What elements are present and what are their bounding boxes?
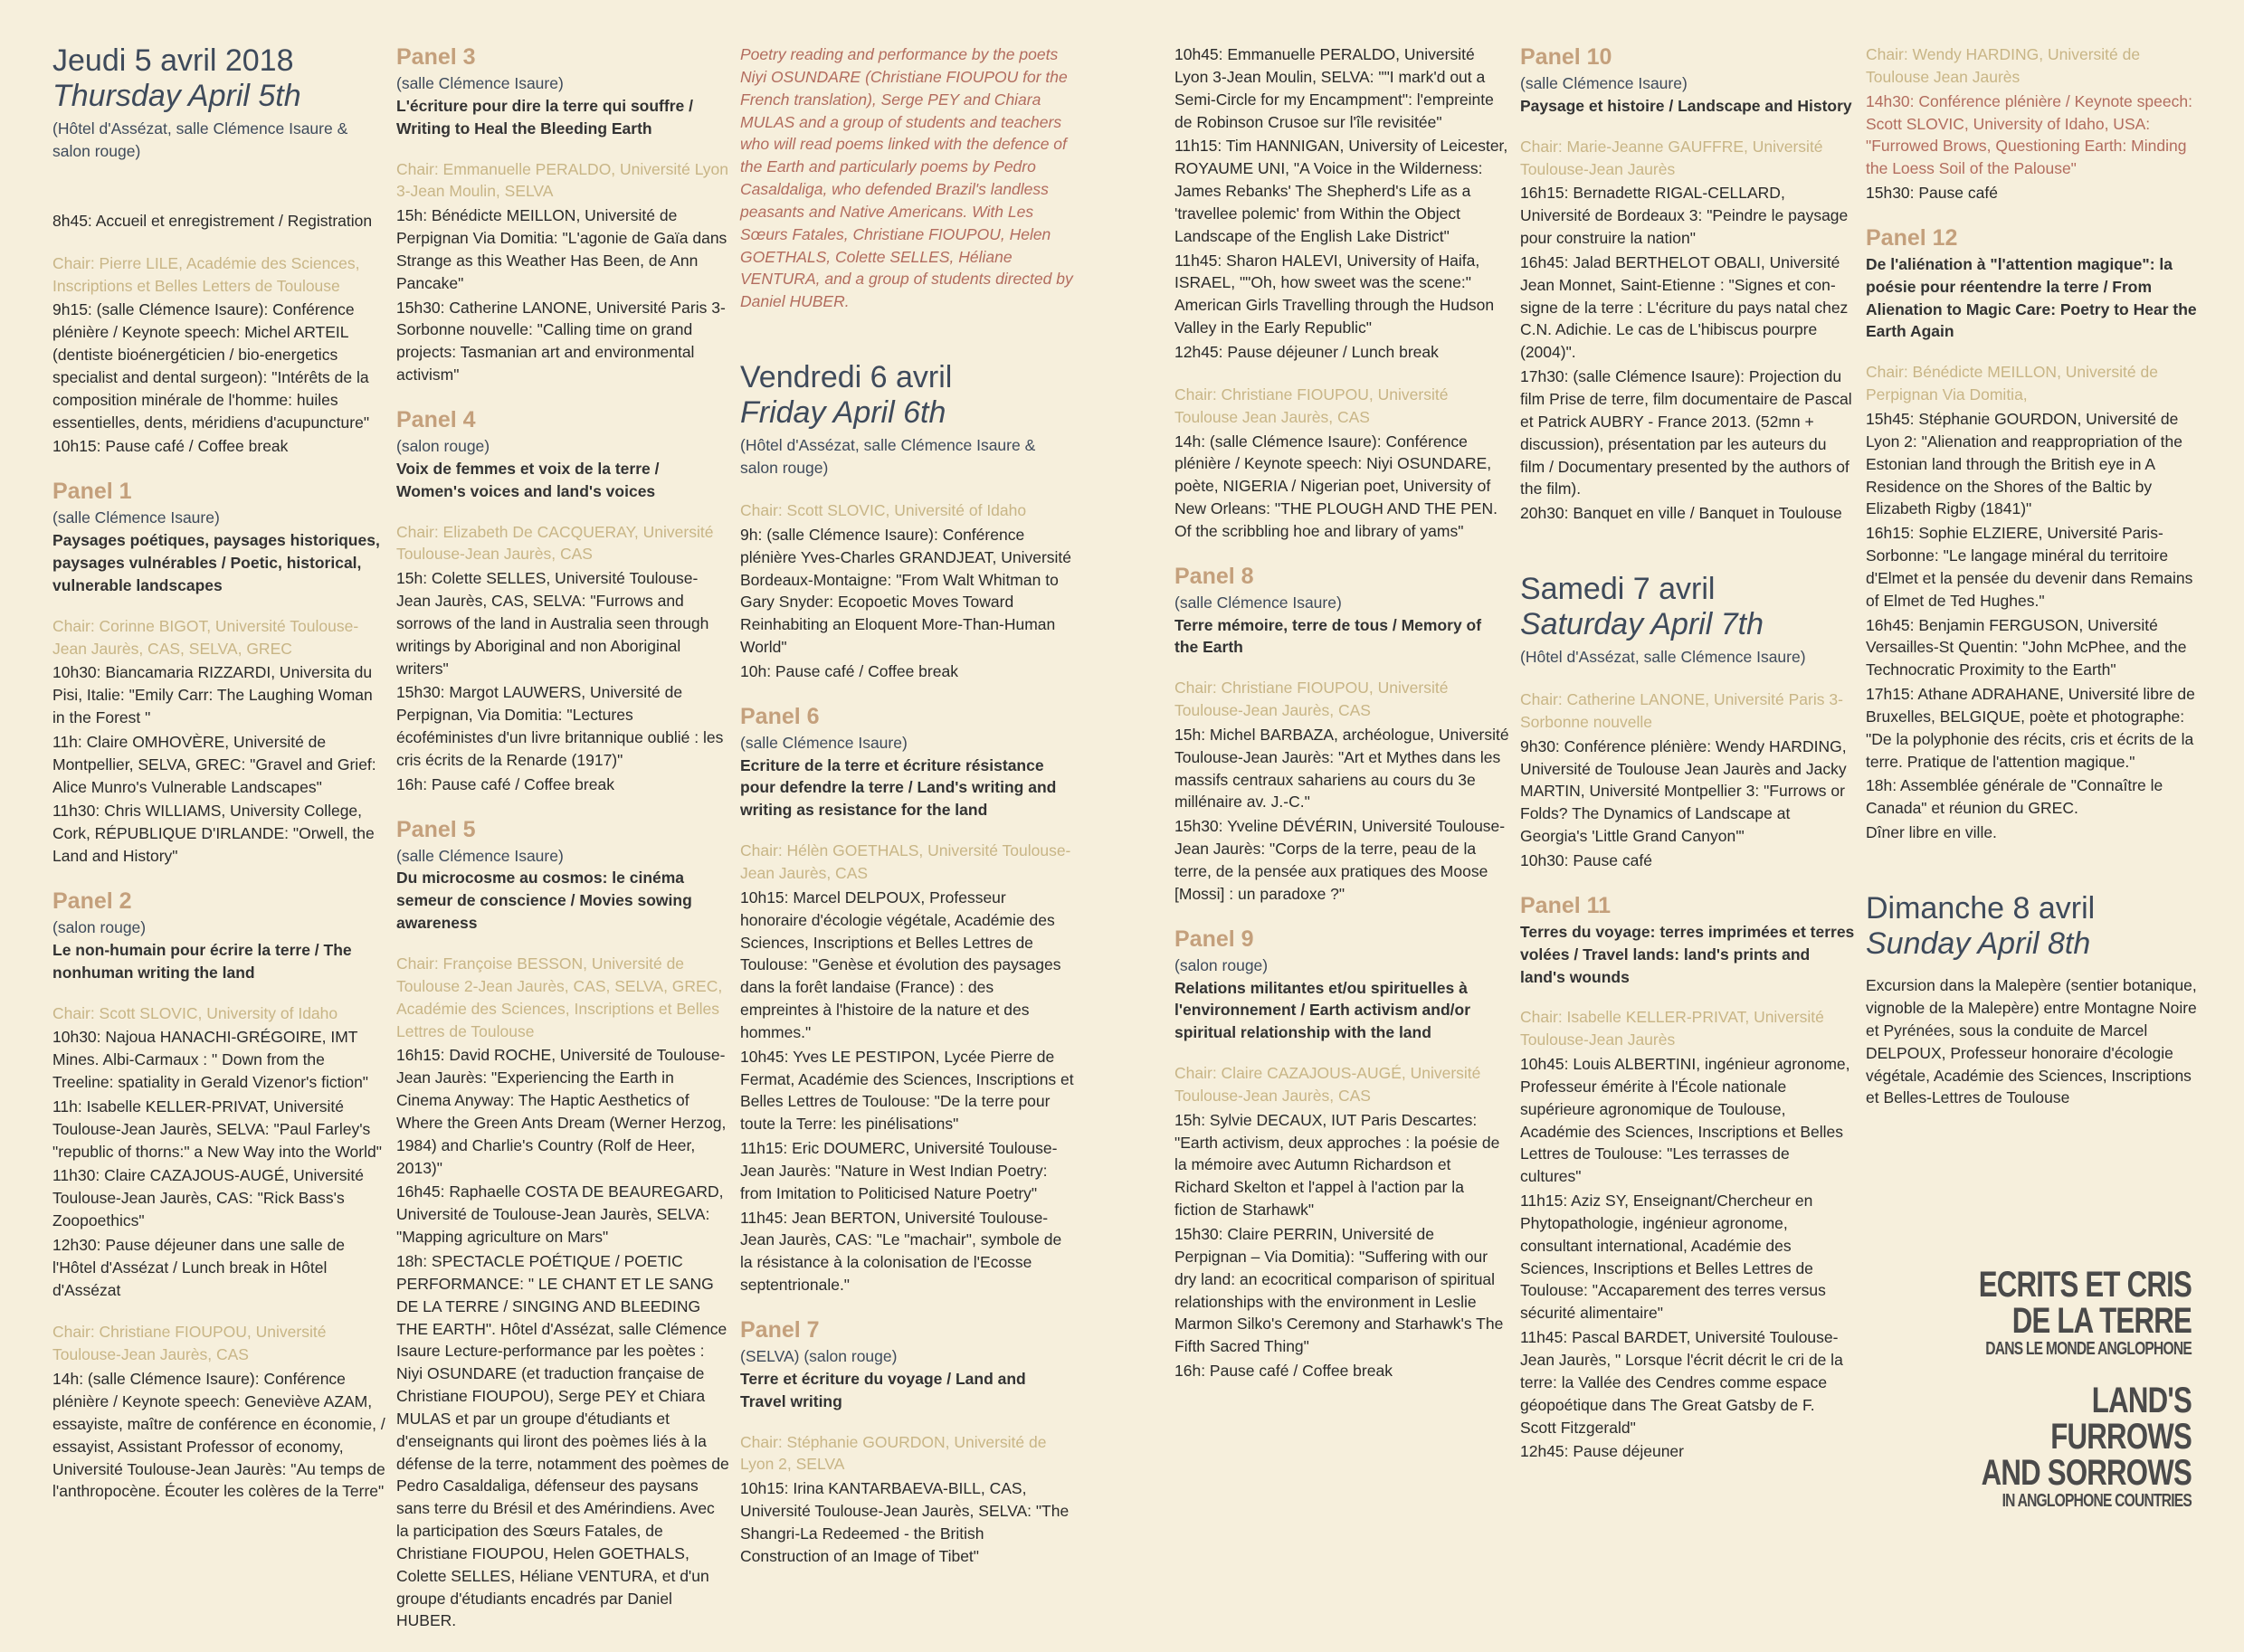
program-entry: 12h45: Pause déjeuner / Lunch break: [1174, 342, 1439, 361]
program-entry: 10h: Pause café / Coffee break: [740, 661, 958, 680]
program-entry: 16h45: Jalad BERTHELOT OBALI, Université Jean Monnet, Saint-Etienne : "Signes et con-signe de la terre : L'écriture du pays natal chez C.N. Adichie. Le cas de L'hibiscus pourpre (2004)".: [1520, 252, 1849, 362]
chair-line: Chair: Christiane FIOUPOU, Université Toulouse-Jean Jaurès, CAS: [52, 1323, 327, 1364]
program-entry: 16h45: Raphaelle COSTA DE BEAUREGARD, Université de Toulouse-Jean Jaurès, SELVA: "Mapping agriculture on Mars": [396, 1182, 724, 1247]
day-heading-fr: Jeudi 5 avril 2018: [52, 43, 294, 78]
chair-line: Chair: Scott SLOVIC, University of Idaho: [52, 1003, 338, 1022]
program-entry: Dîner libre en ville.: [1866, 823, 1997, 842]
program-entry: 17h30: (salle Clémence Isaure): Projection du film Prise de terre, film documentaire de Pascal et Patrick AUBRY - France 2013. (52mn + discussion), présentation par les auteurs du film / Documentary presented by the authors of the film).: [1520, 367, 1852, 498]
program-entry: 9h15: (salle Clémence Isaure): Conférence plénière / Keynote speech: Michel ARTEIL (dentiste bioénergéticien / bio-energetics specialist and dental surgeon): "Intérêts de la composition minérale de l'homme: huiles essentielles, dents, méridiens d'acupuncture": [52, 300, 370, 432]
conference-logo: [1891, 1267, 2192, 1511]
panel-room: (SELVA) (salon rouge): [740, 1347, 898, 1365]
column-saturday: [1520, 43, 1855, 1483]
panel-heading: Panel 3: [396, 44, 476, 70]
chair-line: Chair: Stéphanie GOURDON, Université de Lyon 2, SELVA: [740, 1432, 1047, 1474]
program-entry: 20h30: Banquet en ville / Banquet in Toulouse: [1520, 504, 1842, 523]
program-entry: 10h45: Emmanuelle PERALDO, Université Lyon 3-Jean Moulin, SELVA: ""I mark'd out a Semi-Circle for my Encampment": l'empreinte de Robinson Crusoe sur l'île revisitée": [1174, 45, 1494, 131]
chair-line: Chair: Catherine LANONE, Université Paris 3-Sorbonne nouvelle: [1520, 690, 1843, 731]
performance-description: Poetry reading and performance by the poets Niyi OSUNDARE (Christiane FIOUPOU for the French translation), Serge PEY and Chiara MULAS and a group of students and teachers who will read poems linked with the defence of the Earth and particularly poems by Pedro Casaldaliga, who defended Brazil's landless peasants and Native Americans. With Les Sœurs Fatales, Christiane FIOUPOU, Helen GOETHALS, Colette SELLES, Héliane VENTURA, and a group of students directed by Daniel HUBER.: [740, 45, 1073, 311]
day-heading-en: Thursday April 5th: [52, 79, 301, 114]
panel-title: Paysage et histoire / Landscape and History: [1520, 96, 1852, 115]
logo-fr-line1: ECRITS ET CRIS: [1978, 1265, 2192, 1305]
logo-en-line2: FURROWS: [2050, 1417, 2192, 1457]
program-entry: 11h30: Chris WILLIAMS, University College, Cork, RÉPUBLIQUE D'IRLANDE: "Orwell, the Land and History": [52, 802, 375, 866]
column-thursday-panels: [396, 43, 731, 1652]
program-entry: 11h30: Claire CAZAJOUS-AUGÉ, Université Toulouse-Jean Jaurès, CAS: "Rick Bass's Zoopoethics": [52, 1166, 364, 1230]
program-entry: 15h30: Catherine LANONE, Université Paris 3-Sorbonne nouvelle: "Calling time on grand projects: Tasmanian art and environmental activism": [396, 298, 726, 385]
program-entry: 15h30: Pause café: [1866, 184, 1998, 203]
column-friday: [740, 43, 1075, 1588]
panel-title: Terres du voyage: terres imprimées et terres volées / Travel lands: land's prints and land's wounds: [1520, 922, 1855, 986]
panel-room: (salle Clémence Isaure): [1520, 74, 1688, 92]
program-entry: 15h45: Stéphanie GOURDON, Université de Lyon 2: "Alienation and reappropriation of the Estonian land through the British eye in A Residence on the Shores of the Baltic by Elizabeth Rigby (1841)": [1866, 409, 2182, 518]
program-entry: 11h15: Eric DOUMERC, Université Toulouse-Jean Jaurès: "Nature in West Indian Poetry: from Imitation to Politicised Nature Poetry": [740, 1139, 1058, 1202]
panel-room: (salon rouge): [1174, 955, 1269, 974]
chair-line: Chair: Marie-Jeanne GAUFFRE, Université Toulouse-Jean Jaurès: [1520, 137, 1823, 178]
program-entry: 11h45: Jean BERTON, Université Toulouse-Jean Jaurès, CAS: "Le "machair", symbole de la résistance à la colonisation de l'Ecosse septentrionale.": [740, 1208, 1062, 1295]
program-entry: 15h: Colette SELLES, Université Toulouse-Jean Jaurès, CAS, SELVA: "Furrows and sorrows of the land in Australia seen through writings by Aboriginal and non Aboriginal writers": [396, 569, 709, 678]
logo-fr-line2: DE LA TERRE: [2011, 1301, 2192, 1341]
program-entry: 14h: (salle Clémence Isaure): Conférence plénière / Keynote speech: Niyi OSUNDARE, poète, NIGERIA / Nigerian poet, University of New Orleans: "THE PLOUGH AND THE PEN. Of the scribbling hoe and library of yams": [1174, 432, 1498, 540]
program-entry: 10h45: Yves LE PESTIPON, Lycée Pierre de Fermat, Académie des Sciences, Inscriptions et Belles Lettres de Toulouse: "De la terre pour toute la Terre: les pinélisations": [740, 1047, 1074, 1134]
program-entry: 15h: Michel BARBAZA, archéologue, Université Toulouse-Jean Jaurès: "Art et Mythes dans les massifs centraux sahariens au cours du 3e millénaire av. J.-C.": [1174, 725, 1509, 812]
chair-line: Chair: Christiane FIOUPOU, Université Toulouse-Jean Jaurès, CAS: [1174, 679, 1449, 720]
column-thursday: [52, 43, 387, 1523]
panel-title: Le non-humain pour écrire la terre / The nonhuman writing the land: [52, 940, 352, 982]
panel-heading: Panel 9: [1174, 926, 1254, 952]
day-venue: (Hôtel d'Assézat, salle Clémence Isaure & salon rouge): [740, 436, 1036, 478]
panel-title: Du microcosme au cosmos: le cinéma semeur de conscience / Movies sowing awareness: [396, 869, 692, 933]
keynote-entry: 14h30: Conférence plénière / Keynote speech: Scott SLOVIC, University of Idaho, USA: "Furrowed Brows, Questioning Earth: Minding the Loess Soil of the Palouse": [1866, 91, 2192, 178]
program-entry: 11h15: Tim HANNIGAN, University of Leicester, ROYAUME UNI, "A Voice in the Wilderness: James Rebanks' The Shepherd's Life as a 'travellee polemic' from Within the Object Landscape of the English Lake District": [1174, 137, 1508, 245]
program-entry: 16h15: Sophie ELZIERE, Université Paris-Sorbonne: "Le langage minéral du territoire d'Elmet et la pensée du devenir dans Remains of Elmet de Ted Hughes.": [1866, 524, 2193, 610]
panel-heading: Panel 12: [1866, 224, 1958, 251]
day-heading-fr: Vendredi 6 avril: [740, 360, 953, 395]
program-entry: 16h45: Benjamin FERGUSON, Université Versailles-St Quentin: "John McPhee, and the Technocratic Proximity to the Earth": [1866, 615, 2187, 679]
program-entry: 16h15: Bernadette RIGAL-CELLARD, Université de Bordeaux 3: "Peindre le paysage pour construire la nation": [1520, 184, 1849, 248]
panel-title: Terre et écriture du voyage / Land and Travel writing: [740, 1369, 1026, 1410]
program-entry: 15h: Bénédicte MEILLON, Université de Perpignan Via Domitia: "L'agonie de Gaïa dans Strange as this Weather Has Been, de Ann Pancake": [396, 206, 727, 292]
program-entry: 16h: Pause café / Coffee break: [396, 774, 614, 793]
program-entry: Excursion dans la Malepère (sentier botanique, vignoble de la Malepère) entre Montagne Noire et Pyrénées, sous la conduite de Marcel DELPOUX, Professeur honoraire d'écologie végétale, Académie des Sciences, Inscriptions et Belles-Lettres de Toulouse: [1866, 976, 2197, 1107]
program-entry: 10h30: Pause café: [1520, 850, 1652, 869]
panel-room: (salle Clémence Isaure): [396, 74, 564, 92]
panel-heading: Panel 11: [1520, 892, 1612, 918]
panel-heading: Panel 5: [396, 816, 476, 842]
program-entry: 15h30: Margot LAUWERS, Université de Perpignan, Via Domitia: "Lectures écoféministes d'un livre britannique oublié : les cris écrits de la Renarde (1917)": [396, 683, 724, 769]
program-entry: 15h: Sylvie DECAUX, IUT Paris Descartes: "Earth activism, deux approches : la poésie de la mémoire avec Autumn Richardson et Richard Skelton et l'appel à l'action par la fiction de Starhawk": [1174, 1110, 1500, 1220]
chair-line: Chair: Scott SLOVIC, Université of Idaho: [740, 501, 1027, 519]
column-saturday-sunday: [1866, 43, 2201, 1129]
panel-title: Terre mémoire, terre de tous / Memory of the Earth: [1174, 615, 1482, 657]
panel-room: (salon rouge): [396, 436, 490, 455]
program-entry: 11h: Claire OMHOVÈRE, Université de Montpellier, SELVA, GREC: "Gravel and Grief: Alice Munro's Vulnerable Landscapes": [52, 732, 376, 796]
program-entry: 11h45: Pascal BARDET, Université Toulouse-Jean Jaurès, " Lorsque l'écrit décrit le cri de la terre: la Vallée des Cendres comme espace géopoétique dans The Great Gatsby de F. Scott Fitzgerald": [1520, 1328, 1843, 1437]
program-entry: 15h30: Claire PERRIN, Université de Perpignan – Via Domitia): "Suffering with our dry land: an ecocritical comparison of spiritual relationships with the environment in Leslie Marmon Silko's Ceremony and Starhawk's The Fifth Sacred Thing": [1174, 1224, 1504, 1356]
program-entry: 10h30: Biancamaria RIZZARDI, Universita du Pisi, Italie: "Emily Carr: The Laughing Woman in the Forest ": [52, 663, 373, 727]
panel-title: Voix de femmes et voix de la terre / Women's voices and land's voices: [396, 459, 660, 500]
program-entry: 9h: (salle Clémence Isaure): Conférence plénière Yves-Charles GRANDJEAT, Université Bordeaux-Montaigne: "From Walt Whitman to Gary Snyder: Ecopoetic Moves Toward Reinhabiting an Eloquent More-Than-Human World": [740, 525, 1072, 657]
program-entry: 12h30: Pause déjeuner dans une salle de l'Hôtel d'Assézat / Lunch break in Hôtel d'Assézat: [52, 1235, 346, 1299]
panel-title: Paysages poétiques, paysages historiques, paysages vulnérables / Poetic, historical, vulnerable landscapes: [52, 531, 380, 594]
day-heading-en: Saturday April 7th: [1520, 607, 1764, 642]
chair-line: Chair: Elizabeth De CACQUERAY, Université Toulouse-Jean Jaurès, CAS: [396, 522, 714, 564]
panel-room: (salle Clémence Isaure): [396, 846, 564, 865]
day-heading-fr: Samedi 7 avril: [1520, 572, 1716, 607]
program-entry: 18h: SPECTACLE POÉTIQUE / POETIC PERFORMANCE: " LE CHANT ET LE SANG DE LA TERRE / SINGING AND BLEEDING THE EARTH". Hôtel d'Assézat, salle Clémence Isaure Lecture-performance par les poètes : Niyi OSUNDARE (et traduction française de Christiane FIOUPOU), Serge PEY et Chiara MULAS et par un groupe d'étudiants et d'enseignants qui liront des poèmes liés à la défense de la terre, notamment des poèmes de Pedro Casaldaliga, défenseur des paysans sans terre du Brésil et des Amérindiens. Avec la participation des Sœurs Fatales, de Christiane FIOUPOU, Helen GOETHALS, Colette SELLES, Héliane VENTURA, et d'un groupe d'étudiants encadrés par Daniel HUBER.: [396, 1251, 729, 1630]
logo-en-line3: AND SORROWS: [1981, 1453, 2192, 1493]
chair-line: Chair: Françoise BESSON, Université de Toulouse 2-Jean Jaurès, CAS, SELVA, GREC, Académie des Sciences, Inscriptions et Belles Lettres de Toulouse: [396, 954, 723, 1040]
panel-heading: Panel 6: [740, 703, 820, 729]
program-entry: 18h: Assemblée générale de "Connaître le Canada" et réunion du GREC.: [1866, 776, 2163, 818]
day-heading-en: Friday April 6th: [740, 395, 946, 431]
chair-line: Chair: Corinne BIGOT, Université Toulouse-Jean Jaurès, CAS, SELVA, GREC: [52, 616, 359, 658]
panel-room: (salon rouge): [52, 917, 147, 936]
logo-en-sub: IN ANGLOPHONE COUNTRIES: [2002, 1491, 2192, 1511]
program-entry: 10h30: Najoua HANACHI-GRÉGOIRE, IMT Mines. Albi-Carmaux : " Down from the Treeline: spatiality in Gerald Vizenor's fiction": [52, 1028, 369, 1092]
program-entry: 11h: Isabelle KELLER-PRIVAT, Université Toulouse-Jean Jaurès, SELVA: "Paul Farley's "republic of thorns:" a New Way into the World": [52, 1097, 382, 1161]
panel-heading: Panel 10: [1520, 44, 1612, 70]
program-entry: 10h15: Irina KANTARBAEVA-BILL, CAS, Université Toulouse-Jean Jaurès, SELVA: "The Shangri-La Redeemed - the British Construction of an Image of Tibet": [740, 1479, 1070, 1565]
chair-line: Chair: Hélèn GOETHALS, Université Toulouse-Jean Jaurès, CAS: [740, 841, 1071, 882]
chair-line: Chair: Emmanuelle PERALDO, Université Lyon 3-Jean Moulin, SELVA: [396, 159, 728, 201]
panel-heading: Panel 2: [52, 888, 132, 914]
panel-title: De l'aliénation à "l'attention magique": la poésie pour réentendre la terre / From Alienation to Magic Care: Poetry to Hear the Earth Again: [1866, 254, 2197, 341]
program-entry: 10h15: Pause café / Coffee break: [52, 437, 289, 456]
program-entry: 8h45: Accueil et enregistrement / Registration: [52, 211, 373, 230]
program-entry: 12h45: Pause déjeuner: [1520, 1442, 1684, 1461]
day-venue: (Hôtel d'Assézat, salle Clémence Isaure & salon rouge): [52, 119, 348, 161]
panel-heading: Panel 4: [396, 406, 476, 432]
panel-heading: Panel 8: [1174, 563, 1254, 589]
day-heading-en: Sunday April 8th: [1866, 926, 2091, 962]
panel-room: (salle Clémence Isaure): [52, 508, 220, 527]
panel-heading: Panel 7: [740, 1317, 820, 1343]
program-entry: 16h15: David ROCHE, Université de Toulouse-Jean Jaurès: "Experiencing the Earth in Cinema Anyway: The Haptic Aesthetics of Where the Green Ants Dream (Werner Herzog, 1984) and Charlie's Country (Rolf de Heer, 2013)": [396, 1046, 727, 1177]
program-entry: 9h30: Conférence plénière: Wendy HARDING, Université de Toulouse Jean Jaurès and Jacky MARTIN, Université Montpellier 3: "Furrows or Folds? The Dynamics of Landscape at Georgia's 'Little Grand Canyon'": [1520, 736, 1847, 846]
chair-line: Chair: Christiane FIOUPOU, Université Toulouse Jean Jaurès, CAS: [1174, 385, 1449, 426]
panel-title: Ecriture de la terre et écriture résistance pour defendre la terre / Land's writing and writing as resistance for the land: [740, 755, 1057, 820]
program-entry: 17h15: Athane ADRAHANE, Université libre de Bruxelles, BELGIQUE, poète et photographe: "De la polyphonie des récits, cris et écrits de la terre. Pratique de l'attention magique.": [1866, 685, 2195, 771]
program-entry: 10h45: Louis ALBERTINI, ingénieur agronome, Professeur émérite à l'École nationale supérieure agronomique de Toulouse, Académie des Sciences, Inscriptions et Belles Lettres de Toulouse: "Les terrasses de cultures": [1520, 1055, 1850, 1186]
program-entry: 10h15: Marcel DELPOUX, Professeur honoraire d'écologie végétale, Académie des Sciences, Inscriptions et Belles Lettres de Toulouse: "Genèse et évolution des paysages dans la forêt landaise (France) : des empreintes à l'histoire de la nature et des hommes.": [740, 888, 1061, 1041]
logo-en-line1: LAND'S: [2091, 1381, 2192, 1420]
panel-heading: Panel 1: [52, 479, 132, 505]
logo-fr-sub: DANS LE MONDE ANGLOPHONE: [1985, 1339, 2192, 1359]
program-entry: 16h: Pause café / Coffee break: [1174, 1362, 1393, 1381]
chair-line: Chair: Claire CAZAJOUS-AUGÉ, Université Toulouse-Jean Jaurès, CAS: [1174, 1064, 1481, 1105]
day-heading-fr: Dimanche 8 avril: [1866, 891, 2096, 926]
chair-line: Chair: Pierre LILE, Académie des Sciences, Inscriptions et Belles Letters de Toulouse: [52, 253, 360, 295]
program-entry: 14h: (salle Clémence Isaure): Conférence plénière / Keynote speech: Geneviève AZAM, essayiste, maître de conférence en économie, / essayist, Assistant Professor of economy, Université Toulouse-Jean Jaurès: "Au temps de l'anthropocène. Écouter les colères de la Terre": [52, 1370, 385, 1501]
program-entry: 11h45: Sharon HALEVI, University of Haifa, ISRAEL, ""Oh, how sweet was the scene:" American Girls Travelling through the Hudson Valley in the Early Republic": [1174, 251, 1495, 337]
column-friday-afternoon: [1174, 43, 1509, 1402]
panel-room: (salle Clémence Isaure): [740, 733, 908, 752]
panel-title: Relations militantes et/ou spirituelles à l'environnement / Earth activism and/or spiritual relationship with the land: [1174, 978, 1471, 1042]
chair-line: Chair: Bénédicte MEILLON, Université de Perpignan Via Domitia,: [1866, 363, 2158, 404]
panel-room: (salle Clémence Isaure): [1174, 593, 1342, 612]
day-venue: (Hôtel d'Assézat, salle Clémence Isaure): [1520, 648, 1806, 667]
chair-line: Chair: Isabelle KELLER-PRIVAT, Université Toulouse-Jean Jaurès: [1520, 1008, 1824, 1049]
panel-title: L'écriture pour dire la terre qui souffre / Writing to Heal the Bleeding Earth: [396, 96, 693, 138]
program-entry: 15h30: Yveline DÉVÉRIN, Université Toulouse-Jean Jaurès: "Corps de la terre, peau de la terre, de la pensée aux pratiques des Moose [Mossi] : un paradoxe ?": [1174, 817, 1506, 903]
program-entry: 11h15: Aziz SY, Enseignant/Chercheur en Phytopathologie, ingénieur agronome, consultant international, Académie des Sciences, Inscriptions et Belles Lettres de Toulouse: "Accaparement des terres versus sécurité alimentaire": [1520, 1192, 1826, 1323]
chair-line: Chair: Wendy HARDING, Université de Toulouse Jean Jaurès: [1866, 45, 2141, 86]
